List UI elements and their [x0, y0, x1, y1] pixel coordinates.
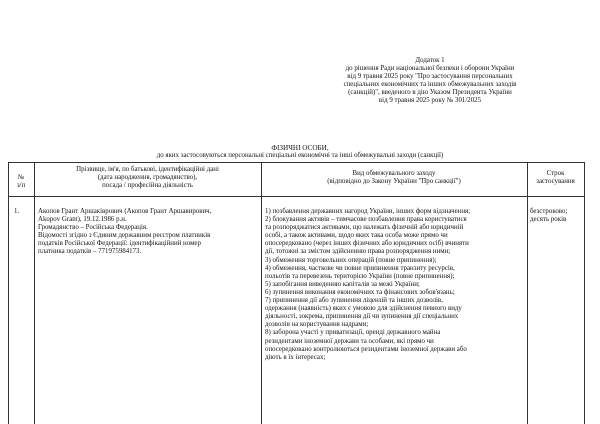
- document-subtitle: до яких застосовуються персональні спеціальні економічні та інші обмежувальні заходи (санкції): [156, 152, 444, 159]
- table-header-divider: [8, 196, 585, 197]
- document-title: ФІЗИЧНІ ОСОБИ,: [271, 144, 329, 152]
- table-border-right: [584, 162, 585, 424]
- person-details: Акопов Грант Аршаківрович (Акопов Грант Аршавирович, Akopov Grant), 19.12.1986 р.н. Громадянство – Російська Федерація. Відомості згідно з Єдиним державним реєстром платників податків Російської Федерації: ідентифікаційний номер платника податків – 771975984173.: [38, 208, 212, 256]
- annex-line: спеціальних економічних та інших обмежувальних заходів: [343, 81, 517, 89]
- annex-line: від 9 травня 2025 року "Про застосування персональних: [347, 73, 513, 81]
- annex-line: Додаток 1: [415, 57, 445, 64]
- column-divider: [261, 162, 262, 424]
- term-of-application: безстроково; десять років: [530, 208, 568, 224]
- header-sanction-type: Вид обмежувального заходу (відповідно до Закону України "Про санкції"): [327, 170, 461, 186]
- annex-line: від 9 травня 2025 року № 301/2025: [378, 97, 482, 105]
- annex-reference: [312, 57, 548, 106]
- header-number: № з/п: [16, 174, 26, 190]
- table-border-left: [8, 162, 9, 424]
- header-person: Прізвище, ім'я, по батькові, ідентифікаційні дані (дата народження, громадянство), посада / професійна діяльність: [76, 166, 219, 190]
- row-number: 1.: [14, 208, 20, 215]
- sanction-measures: 1) позбавлення державних нагород України, інших форм відзначення; 2) блокування активів – тимчасове позбавлення права користуватися та розпоряджатися активами, що належать фізичній або юридичній особі, а також активами, щодо яких така особа може прямо чи опосередковано (через інших фізичних або юридичних осіб) вчиняти дії, тотожні за змістом здійсненню права розпорядження ними; 3) обмеження торговельних операцій (повне припинення); 4) обмеження, часткове чи повне припинення транзиту ресурсів, польотів та перевезень територією України (повне припинення); 5) запобігання виведенню капіталів за межі України; 6) зупинення виконання економічних та фінансових зобов'язань; 7) припинення дії або зупинення ліцензій та інших дозволів, одержання (наявність) яких є умовою для здійснення певного виду діяльності, зокрема, припинення дії чи зупинення дії спеціальних дозволів на користування надрами; 8) заборона участі у приватизації, оренді державного майна резидентами іноземної держави та особами, які прямо чи опосередковано контролюються резидентами іноземної держави або діють в їх інтересах;: [265, 208, 471, 361]
- header-term: Строк застосування: [536, 170, 575, 186]
- annex-line: до рішення Ради національної безпеки і оборони України: [345, 65, 515, 73]
- column-divider: [34, 162, 35, 424]
- annex-line: (санкцій)", введеного в дію Указом Президента України: [348, 89, 512, 97]
- column-divider: [527, 162, 528, 424]
- table-border-top: [8, 162, 585, 163]
